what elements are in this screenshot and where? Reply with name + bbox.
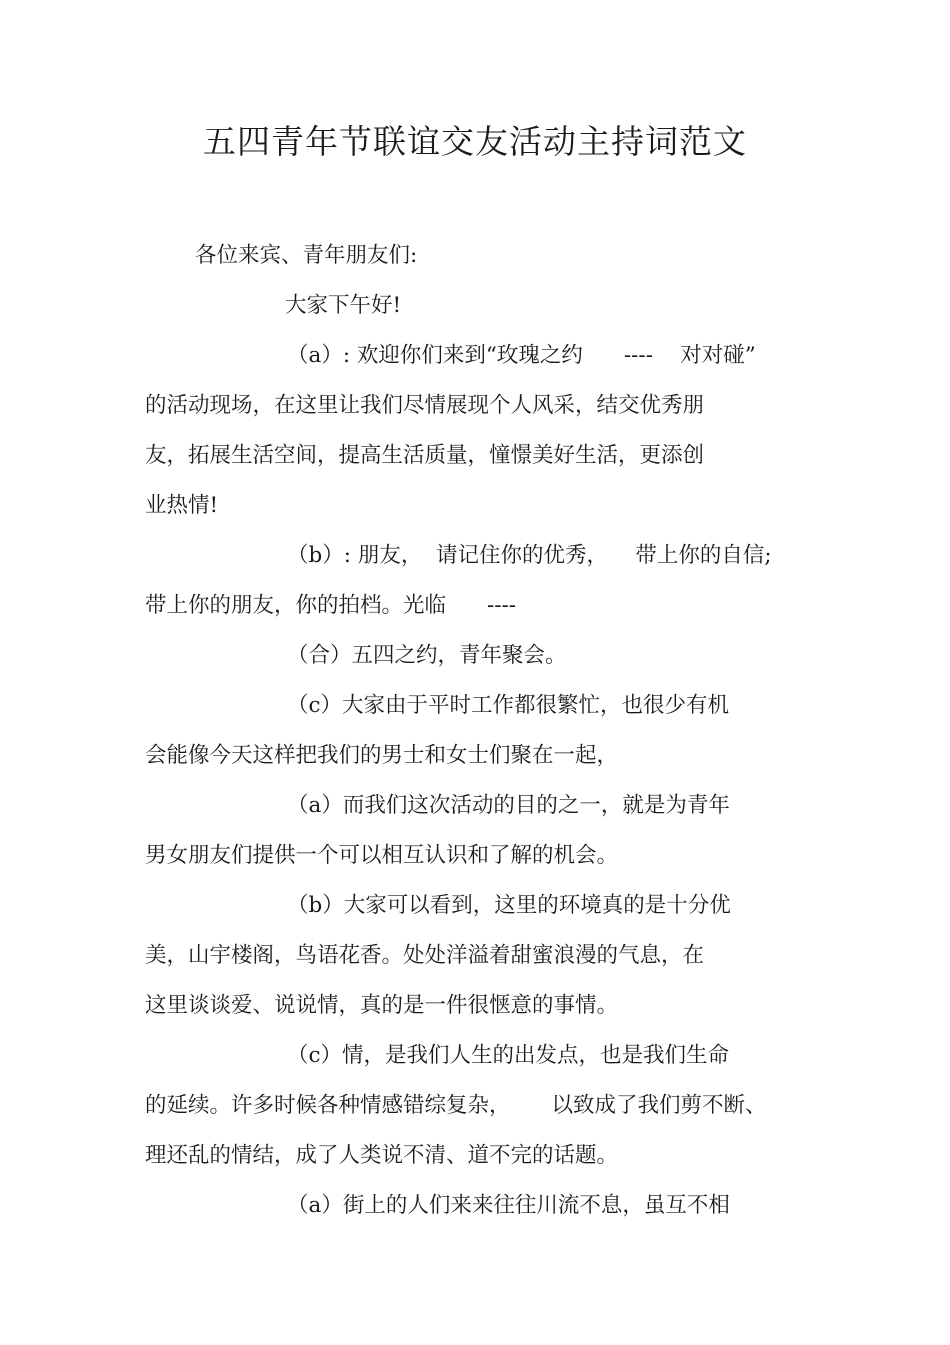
paragraph-line: （a）街上的人们来来往往川流不息，虽互不相 xyxy=(287,1193,730,1218)
paragraph-line: （a）而我们这次活动的目的之一，就是为青年 xyxy=(287,793,730,818)
paragraph-line: 这里谈谈爱、说说情，真的是一件很惬意的事情。 xyxy=(145,993,619,1018)
paragraph-line: 的活动现场，在这里让我们尽情展现个人风采，结交优秀朋 xyxy=(145,393,705,418)
paragraph-line: 的延续。许多时候各种情感错综复杂， 以致成了我们剪不断、 xyxy=(145,1093,767,1118)
paragraph-line: （c）大家由于平时工作都很繁忙，也很少有机 xyxy=(287,693,730,718)
paragraph-line: 理还乱的情结，成了人类说不清、道不完的话题。 xyxy=(145,1143,619,1168)
salutation-line: 各位来宾、青年朋友们: xyxy=(195,243,418,268)
paragraph-line: （b）: 朋友， 请记住你的优秀， 带上你的自信; xyxy=(287,543,772,568)
greeting-line: 大家下午好! xyxy=(285,293,402,318)
paragraph-line: （合）五四之约，青年聚会。 xyxy=(287,643,567,668)
paragraph-line: 会能像今天这样把我们的男士和女士们聚在一起， xyxy=(145,743,619,768)
paragraph-line: 男女朋友们提供一个可以相互认识和了解的机会。 xyxy=(145,843,619,868)
document-title: 五四青年节联谊交友活动主持词范文 xyxy=(203,122,747,161)
paragraph-line: 带上你的朋友，你的拍档。光临 ---- xyxy=(145,593,517,618)
paragraph-line: （c）情，是我们人生的出发点，也是我们生命 xyxy=(287,1043,730,1068)
paragraph-line: 业热情! xyxy=(145,493,219,518)
paragraph-line: （a）: 欢迎你们来到“玫瑰之约 ---- 对对碰” xyxy=(287,343,756,368)
paragraph-line: （b）大家可以看到，这里的环境真的是十分优 xyxy=(287,893,731,918)
paragraph-line: 美，山宇楼阁，鸟语花香。处处洋溢着甜蜜浪漫的气息，在 xyxy=(145,943,705,968)
paragraph-line: 友，拓展生活空间，提高生活质量，憧憬美好生活，更添创 xyxy=(145,443,705,468)
